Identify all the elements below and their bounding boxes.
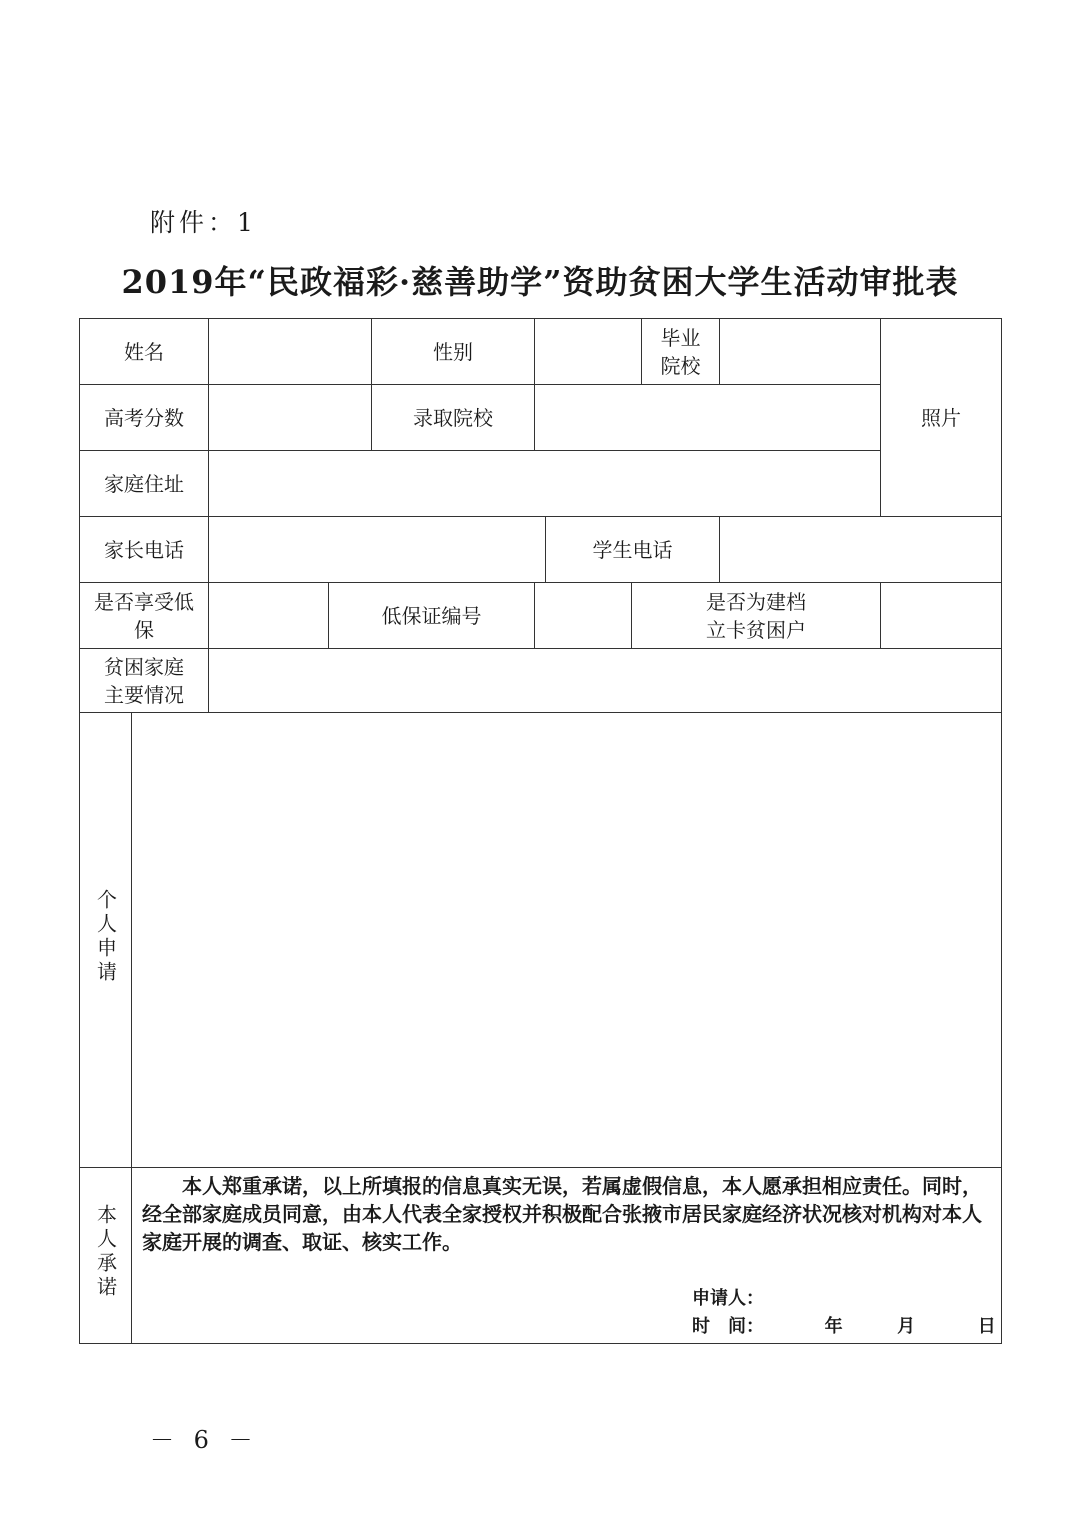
label-family-situation-text: 贫困家庭主要情况 <box>104 654 184 707</box>
approval-form-table <box>79 318 1002 1344</box>
field-graduate-school[interactable] <box>720 319 881 385</box>
label-gender: 性别 <box>372 319 535 385</box>
label-self-promise-text: 本人承诺 <box>93 1204 118 1300</box>
field-personal-application[interactable] <box>132 713 1002 1168</box>
page-number: － 6 － <box>150 1426 259 1454</box>
field-poverty-household[interactable] <box>881 583 1002 649</box>
field-admitted-school[interactable] <box>535 385 881 451</box>
field-low-income[interactable] <box>209 583 329 649</box>
label-low-income-text: 是否享受低保 <box>94 589 194 642</box>
label-home-address: 家庭住址 <box>80 451 209 517</box>
promise-text: 本人郑重承诺，以上所填报的信息真实无误，若属虚假信息，本人愿承担相应责任。同时，经全部家庭成员同意，由本人代表全家授权并积极配合张掖市居民家庭经济状况核对机构对本人家庭开展的调查、取证、核实工作。 <box>142 1174 982 1254</box>
promise-cell <box>132 1168 1002 1344</box>
label-student-phone: 学生电话 <box>546 517 720 583</box>
label-low-income-no: 低保证编号 <box>329 583 535 649</box>
label-poverty-household <box>632 583 881 649</box>
day-label: 日 <box>977 1316 996 1337</box>
label-personal-application-text: 个人申请 <box>93 888 118 985</box>
time-label: 时 间： <box>692 1316 764 1337</box>
field-parent-phone[interactable] <box>209 517 546 583</box>
label-personal-application <box>80 713 132 1168</box>
year-label: 年 <box>824 1316 843 1337</box>
field-low-income-no[interactable] <box>535 583 632 649</box>
field-family-situation[interactable] <box>209 649 1002 713</box>
field-gender[interactable] <box>535 319 642 385</box>
field-exam-score[interactable] <box>209 385 372 451</box>
label-name: 姓名 <box>80 319 209 385</box>
label-low-income <box>80 583 209 649</box>
applicant-label: 申请人： <box>692 1288 764 1309</box>
label-exam-score: 高考分数 <box>80 385 209 451</box>
field-home-address[interactable] <box>209 451 881 517</box>
field-student-phone[interactable] <box>720 517 1002 583</box>
label-graduate-school-text: 毕业院校 <box>660 325 701 378</box>
label-self-promise <box>80 1168 132 1344</box>
photo-box[interactable]: 照片 <box>881 319 1002 517</box>
label-family-situation <box>80 649 209 713</box>
signature-block <box>692 1285 996 1341</box>
label-poverty-household-text: 是否为建档立卡贫困户 <box>706 589 806 642</box>
attachment-label: 附件：1 <box>150 208 257 237</box>
label-admitted-school: 录取院校 <box>372 385 535 451</box>
month-label: 月 <box>897 1316 916 1337</box>
label-parent-phone: 家长电话 <box>80 517 209 583</box>
field-name[interactable] <box>209 319 372 385</box>
label-graduate-school <box>642 319 720 385</box>
form-title: 2019年“民政福彩·慈善助学”资助贫困大学生活动审批表 <box>121 263 959 301</box>
